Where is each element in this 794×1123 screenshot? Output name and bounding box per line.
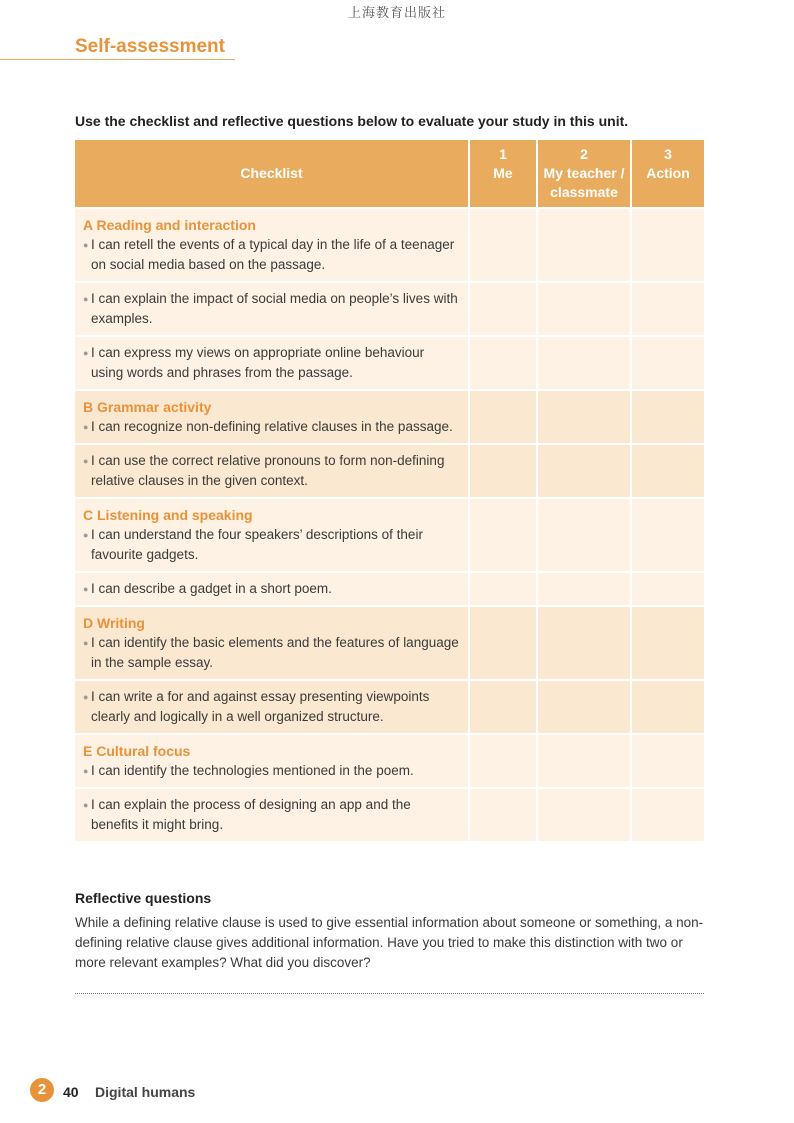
section-heading-c: C Listening and speaking [83,507,253,523]
section-heading-b: B Grammar activity [83,399,212,415]
bullet-icon: ● [83,422,89,432]
instruction-text: Use the checklist and reflective questions below to evaluate your study in this unit. [75,113,629,129]
bullet-icon: ● [83,456,89,466]
section-heading-a: A Reading and interaction [83,217,256,233]
teacher-cell[interactable] [537,498,631,572]
reflective-questions-title: Reflective questions [75,890,212,906]
checklist-cell [75,282,469,336]
checklist-cell [75,208,469,282]
checklist-cell [75,336,469,390]
reflective-questions-text: While a defining relative clause is used to give essential information about someone or something, a non-defining relative clause gives additional information. Have you tried to make this distinction with two or more relevant examples? What did you discover? [75,915,704,970]
action-cell[interactable] [631,208,704,282]
table-header-row [75,140,704,208]
me-cell[interactable] [469,282,537,336]
teacher-cell[interactable] [537,336,631,390]
checklist-item: I can explain the impact of social media on people’s lives with examples. [91,291,458,326]
checklist-cell [75,572,469,606]
teacher-cell[interactable] [537,680,631,734]
header-checklist: Checklist [75,140,469,208]
me-cell[interactable] [469,498,537,572]
teacher-cell[interactable] [537,390,631,444]
checklist-cell [75,444,469,498]
header-teacher [537,140,631,208]
header-action-label: Action [646,165,690,181]
checklist-item: I can use the correct relative pronouns to form non-defining relative clauses in the given context. [91,453,445,488]
header-action [631,140,704,208]
action-cell[interactable] [631,680,704,734]
action-cell[interactable] [631,390,704,444]
me-cell[interactable] [469,734,537,788]
table-row [75,444,704,498]
me-cell[interactable] [469,208,537,282]
section-heading-d: D Writing [83,615,145,631]
header-me-number: 1 [499,146,507,162]
bullet-icon: ● [83,530,89,540]
checklist-table [75,140,704,841]
action-cell[interactable] [631,606,704,680]
me-cell[interactable] [469,572,537,606]
checklist-item: I can explain the process of designing an app and the benefits it might bring. [91,797,411,832]
action-cell[interactable] [631,282,704,336]
action-cell[interactable] [631,788,704,841]
bullet-icon: ● [83,800,89,810]
table-row [75,572,704,606]
bullet-icon: ● [83,584,89,594]
table-row [75,606,704,680]
header-action-number: 3 [664,146,672,162]
answer-line[interactable] [75,993,704,994]
action-cell[interactable] [631,572,704,606]
bullet-icon: ● [83,638,89,648]
checklist-cell [75,680,469,734]
me-cell[interactable] [469,680,537,734]
action-cell[interactable] [631,444,704,498]
teacher-cell[interactable] [537,788,631,841]
action-cell[interactable] [631,336,704,390]
action-cell[interactable] [631,498,704,572]
me-cell[interactable] [469,606,537,680]
checklist-cell [75,390,469,444]
table-row [75,788,704,841]
table-row [75,208,704,282]
checklist-item: I can identify the basic elements and the features of language in the sample essay. [91,635,459,670]
me-cell[interactable] [469,788,537,841]
bullet-icon: ● [83,240,89,250]
section-heading-e: E Cultural focus [83,743,191,759]
table-row [75,336,704,390]
table-row [75,498,704,572]
checklist-item: I can retell the events of a typical day in the life of a teenager on social media based on the passage. [91,237,455,272]
checklist-item: I can write a for and against essay presenting viewpoints clearly and logically in a well organized structure. [91,689,430,724]
checklist-item: I can recognize non-defining relative clauses in the passage. [91,419,453,434]
header-me-label: Me [493,165,513,181]
checklist-cell [75,498,469,572]
teacher-cell[interactable] [537,572,631,606]
action-cell[interactable] [631,734,704,788]
checklist-cell [75,606,469,680]
header-me [469,140,537,208]
bullet-icon: ● [83,348,89,358]
header-teacher-label: My teacher / classmate [543,165,625,200]
bullet-icon: ● [83,294,89,304]
unit-title: Digital humans [95,1084,196,1100]
bullet-icon: ● [83,692,89,702]
teacher-cell[interactable] [537,606,631,680]
page-number: 40 [63,1084,79,1100]
checklist-item: I can understand the four speakers’ descriptions of their favourite gadgets. [91,527,423,562]
unit-number-badge: 2 [30,1078,54,1102]
section-title: Self-assessment [75,36,225,57]
checklist-cell [75,734,469,788]
title-underline [0,59,235,60]
me-cell[interactable] [469,444,537,498]
publisher-name: 上海教育出版社 [347,6,446,21]
teacher-cell[interactable] [537,208,631,282]
checklist-item: I can express my views on appropriate online behaviour using words and phrases from the passage. [91,345,425,380]
table-row [75,734,704,788]
me-cell[interactable] [469,336,537,390]
me-cell[interactable] [469,390,537,444]
bullet-icon: ● [83,766,89,776]
table-row [75,282,704,336]
checklist-cell [75,788,469,841]
teacher-cell[interactable] [537,444,631,498]
teacher-cell[interactable] [537,282,631,336]
teacher-cell[interactable] [537,734,631,788]
table-row [75,390,704,444]
checklist-item: I can describe a gadget in a short poem. [91,581,332,596]
header-teacher-number: 2 [580,146,588,162]
table-row [75,680,704,734]
checklist-item: I can identify the technologies mentioned in the poem. [91,763,414,778]
